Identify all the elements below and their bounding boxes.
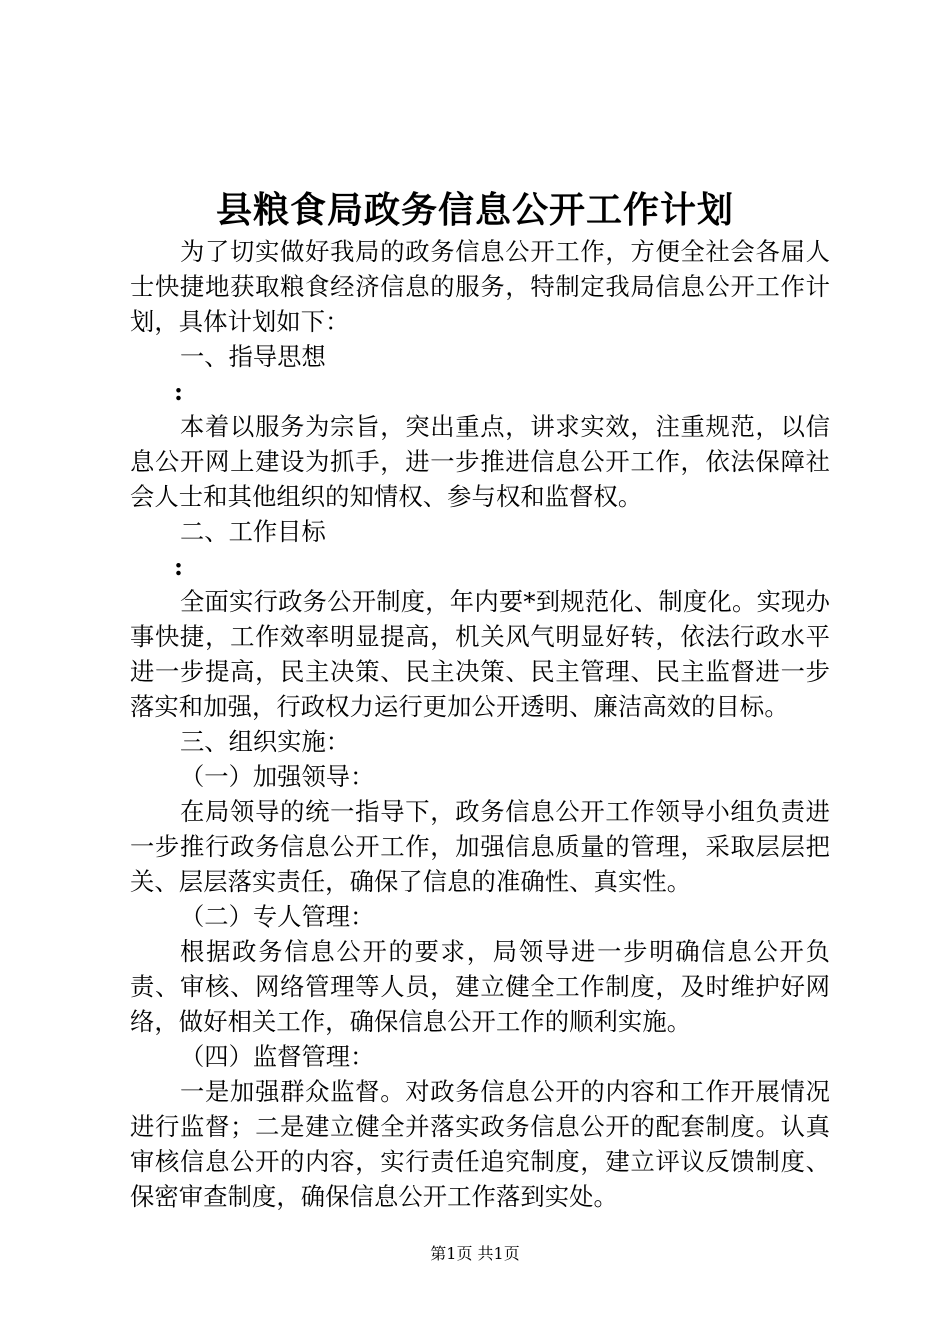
section-heading-guiding-thought: 一、指导思想: [180, 342, 326, 371]
subsection-paragraph-supervision: 一是加强群众监督。对政务信息公开的内容和工作开展情况进行监督；二是建立健全并落实政务信息公开的配套制度。认真审核信息公开的内容，实行责任追究制度，建立评议反馈制度、保密审查制度，确保信息公开工作落到实处。: [130, 1077, 830, 1211]
section-colon: :: [174, 552, 183, 581]
page-footer: 第1页 共1页: [430, 1244, 520, 1263]
subsection-heading-supervision: （四）监督管理：: [180, 1042, 375, 1071]
section-paragraph-guiding-thought: 本着以服务为宗旨，突出重点，讲求实效，注重规范，以信息公开网上建设为抓手，进一步推进信息公开工作，依法保障社会人士和其他组织的知情权、参与权和监督权。: [130, 412, 830, 511]
section-paragraph-work-goals: 全面实行政务公开制度，年内要*到规范化、制度化。实现办事快捷，工作效率明显提高，机关风气明显好转，依法行政水平进一步提高，民主决策、民主决策、民主管理、民主监督进一步落实和加强，行政权力运行更加公开透明、廉洁高效的目标。: [130, 587, 830, 721]
subsection-paragraph-leadership: 在局领导的统一指导下，政务信息公开工作领导小组负责进一步推行政务信息公开工作，加强信息质量的管理，采取层层把关、层层落实责任，确保了信息的准确性、真实性。: [130, 797, 830, 896]
subsection-paragraph-staff-management: 根据政务信息公开的要求，局领导进一步明确信息公开负责、审核、网络管理等人员，建立健全工作制度，及时维护好网络，做好相关工作，确保信息公开工作的顺利实施。: [130, 937, 830, 1036]
subsection-heading-staff-management: （二）专人管理：: [180, 902, 375, 931]
subsection-heading-leadership: （一）加强领导：: [180, 762, 375, 791]
section-colon: :: [174, 377, 183, 406]
section-heading-implementation: 三、组织实施：: [180, 727, 351, 756]
intro-paragraph: 为了切实做好我局的政务信息公开工作，方便全社会各届人士快捷地获取粮食经济信息的服务，特制定我局信息公开工作计划，具体计划如下：: [130, 237, 830, 336]
document-title: 县粮食局政务信息公开工作计划: [215, 189, 734, 231]
section-heading-work-goals: 二、工作目标: [180, 517, 326, 546]
document-body: [130, 234, 830, 1214]
